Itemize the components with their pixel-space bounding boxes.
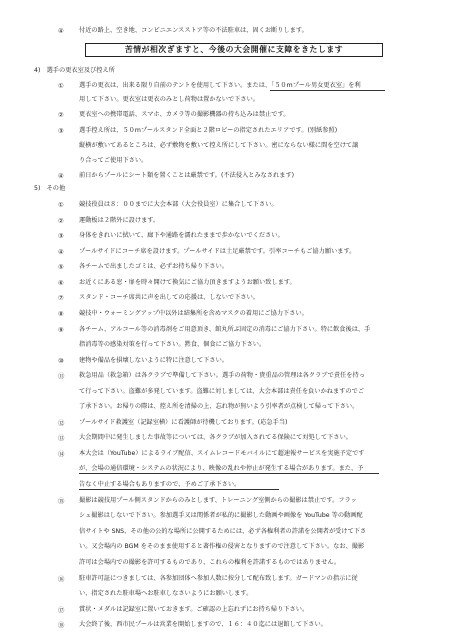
item-text: 本大会は（YouTube）によるライブ配信、スイムレコードモバイルにて超速報サービスを実施予定です bbox=[79, 450, 365, 457]
item-number: ① bbox=[58, 201, 64, 209]
item-text: が、会場の通信環境・システムの状況により、映像の乱れや停止が発生する場合があります。また、予 bbox=[79, 465, 364, 472]
item-number: ⑦ bbox=[58, 294, 64, 302]
item-text: 駐車許可証につきましては、各参加団体へ参加人数に按分して配布致します。ガードマンの指示に従 bbox=[79, 575, 358, 582]
item-text: プールサイド救護室（記録室横）に看護師が待機しております。(応急手当) bbox=[79, 419, 288, 426]
item-text: シュ撮影はしないで下さい。参加選手又は関係者が私的に撮影した動画や画像を YouTube 等の動画配 bbox=[79, 512, 363, 519]
item-number: ② bbox=[58, 111, 64, 119]
item-number: ⑧ bbox=[58, 310, 64, 318]
warning-banner: 苦情が相次ぎますと、今後の大会開催に支障をきたします bbox=[85, 43, 383, 57]
item-number: ⑭ bbox=[58, 450, 65, 458]
item-number: ⑰ bbox=[58, 606, 65, 614]
item-number: ⑪ bbox=[58, 372, 65, 380]
item-text: 運動板は２階外に設けます。 bbox=[79, 217, 160, 224]
item-text: 競技中・ウォーミングアップ中以外は結集所を含めマスクの着用にご協力下さい。 bbox=[79, 310, 308, 317]
item-text: スタンド・コーチ席共に声を出しての応援は、しないで下さい。 bbox=[79, 294, 260, 301]
item-text: 救急用品（救急箱）は各クラブで準備して下さい。選手の荷物・貴重品の管理は各クラブで責任を持っ bbox=[79, 372, 365, 379]
item-number: ③ bbox=[58, 127, 64, 135]
section-5-title: 5) その他 bbox=[34, 185, 66, 192]
item-number: ⑮ bbox=[58, 497, 65, 505]
underline bbox=[79, 465, 379, 474]
item-number: ⑥ bbox=[58, 279, 64, 287]
item-text: り合ってご使用下さい。 bbox=[79, 157, 148, 164]
item-text: 大会終了後、西市民プールは営業を開始しますので、１６：４０迄には退館して下さい。 bbox=[79, 621, 327, 628]
item-text: 許可は会場内での撮影を許可するものであり、これらの権利を許諾するものではありません。 bbox=[79, 559, 341, 566]
item-text: 大会期間中に発生しました事故等については、各クラブが加入されてる保険にて対処して下さい。 bbox=[79, 434, 353, 441]
item-number: ④ bbox=[58, 27, 64, 35]
item-text: お近くにある窓・扉を時々開けて換気にご協力頂きますようお願い致します。 bbox=[79, 279, 296, 286]
item-text: 賞状・メダルは記録室に置いておきます。ご確認の上忘れずにお持ち帰り下さい。 bbox=[79, 606, 309, 613]
item-number: ④ bbox=[58, 172, 64, 180]
item-text: プールサイドにコーチ席を設けます。プールサイドは土足厳禁です。引率コーチもご協力願います。 bbox=[79, 248, 356, 255]
item-text: い。又会場内の BGM をそのまま使用すると著作権の侵害となりますので注意して下さい。なお、撮影 bbox=[79, 543, 365, 550]
item-text: 競技役員は８：００までに大会本部（大会役員室）に集合して下さい。 bbox=[79, 201, 278, 208]
item-text: 建物や備品を損壊しないように特に注意して下さい。 bbox=[79, 357, 228, 364]
item-text: 告なく中止する場合もありますので、予めご了承下さい。 bbox=[79, 481, 241, 488]
item-text: 身体をきれいに拭いて、廊下や通路を濡れたままで歩かないでください。 bbox=[79, 232, 284, 239]
item-number: ④ bbox=[58, 248, 64, 256]
item-text: 選手控え所は、５０mプールスタンド全面と２階ロビーの指定されたエリアです。(別紙参照) bbox=[79, 127, 338, 134]
item-text: 前日からプールにシート類を置くことは厳禁です。(不法侵入とみなされます) bbox=[79, 172, 295, 179]
item-text: 選手の更衣は、出来る限り自前のテントを使用して下さい。または、「５０mプール男女更衣室」を利 bbox=[79, 82, 361, 89]
item-number: ③ bbox=[58, 232, 64, 240]
item-text: 更衣室への携帯電話、スマホ、カメラ等の撮影機器の持ち込みは禁止です。 bbox=[79, 111, 290, 118]
item-number: ① bbox=[58, 82, 64, 90]
item-number: ② bbox=[58, 217, 64, 225]
section-4-title: 4) 選手の更衣室及び控え所 bbox=[34, 67, 115, 74]
item-number: ⑫ bbox=[58, 419, 65, 427]
item-text: 撮影は競技用プール側スタンドからのみとします、トレーニング室側からの撮影は禁止です。フラッ bbox=[79, 497, 357, 504]
item-number: ⑱ bbox=[58, 621, 65, 629]
item-number: ⑬ bbox=[58, 434, 65, 442]
item-text: 各チームで出ましたゴミは、必ずお持ち帰り下さい。 bbox=[79, 263, 228, 270]
item-number: ⑩ bbox=[58, 357, 64, 365]
item-text: 指消毒等の感染対策を行って下さい。黙食、個食にご協力下さい。 bbox=[79, 341, 266, 348]
item-number: ⑤ bbox=[58, 263, 64, 271]
item-text: 信サイトや SNS、その他の公的な場所に公開するためには、必ず各権利者の許諾を公開者が受けて下さ bbox=[79, 528, 367, 535]
item-text: 了承下さい。お帰りの際は、控え所を清掃の上、忘れ物が無いよう引率者が点検して帰って下さい。 bbox=[79, 403, 359, 410]
item-text: て行って下さい。盗難が多発しています。盗難に対しましては、大会本部は責任を負いかねますのでご bbox=[79, 388, 365, 395]
item-number: ⑯ bbox=[58, 575, 65, 583]
underline bbox=[270, 82, 385, 91]
item-text: 用して下さい。更衣室は更衣のみとし荷物は置かないで下さい。 bbox=[79, 96, 260, 103]
item-text: 縦横が敷いてあるところは、必ず敷物を敷いて控え所にして下さい。密にならない様に間を空けて譲 bbox=[79, 142, 359, 149]
item-text: い、指定された駐車場へお駐車しなさいようにお願いします。 bbox=[79, 590, 253, 597]
item-text: 付近の路上、空き地、コンビニエンスストア等の不法駐車は、固くお断りします。 bbox=[79, 27, 308, 34]
underline bbox=[79, 481, 279, 490]
item-number: ⑨ bbox=[58, 326, 64, 334]
item-text: 各チーム、アルコール等の消毒剤をご用意頂き、館丸所ぶ固定の消毒にご協力下さい。特に飲食後は、手 bbox=[79, 326, 371, 333]
